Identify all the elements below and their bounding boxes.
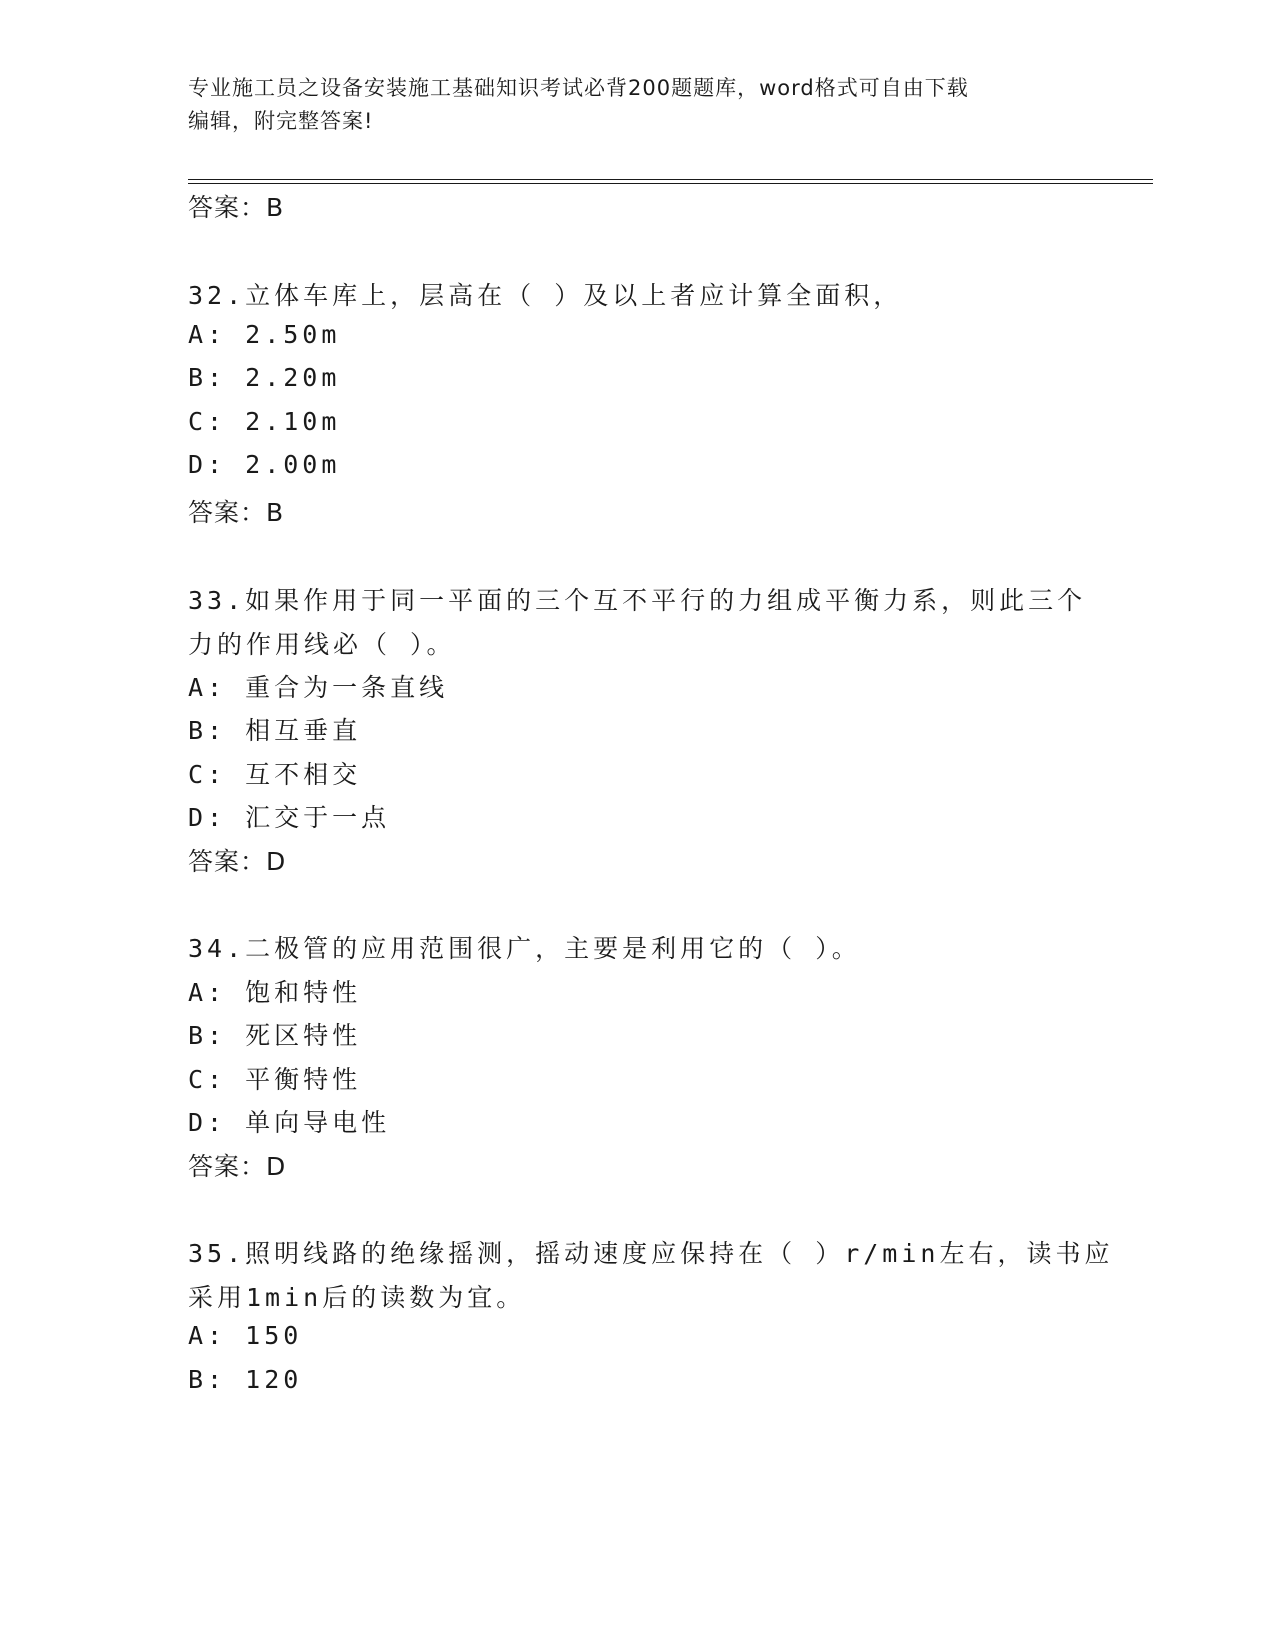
question-33-option-a: A: 重合为一条直线 [188,673,449,702]
question-34-answer: 答案：D [188,1152,287,1181]
question-32-option-c: C: 2.10m [188,407,341,436]
question-32-option-d: D: 2.00m [188,450,341,479]
question-33-option-c: C: 互不相交 [188,760,362,789]
header-divider [188,179,1153,180]
question-34-option-b: B: 死区特性 [188,1021,362,1050]
question-35-stem-line-2: 采用1min后的读数为宜。 [188,1283,526,1312]
question-33-stem-line-2: 力的作用线必（ ）。 [188,630,456,659]
question-33-answer: 答案：D [188,847,287,876]
question-32-answer: 答案：B [188,498,285,527]
previous-answer: 答案：B [188,193,285,222]
document-header [188,72,1088,138]
question-35-option-a: A: 150 [188,1321,303,1350]
question-33-option-b: B: 相互垂直 [188,716,362,745]
question-35-stem-line-1: 35.照明线路的绝缘摇测，摇动速度应保持在（ ）r/min左右，读书应 [188,1239,1114,1268]
header-line-2: 编辑，附完整答案! [188,109,374,133]
question-34-option-a: A: 饱和特性 [188,978,362,1007]
question-34-option-c: C: 平衡特性 [188,1065,362,1094]
header-divider-second [188,183,1153,184]
question-35-option-b: B: 120 [188,1365,303,1394]
question-33-stem-line-1: 33.如果作用于同一平面的三个互不平行的力组成平衡力系，则此三个 [188,586,1087,615]
question-32-option-a: A: 2.50m [188,320,341,349]
question-32-option-b: B: 2.20m [188,363,341,392]
question-34-option-d: D: 单向导电性 [188,1108,391,1137]
header-line-1: 专业施工员之设备安装施工基础知识考试必背200题题库，word格式可自由下载 [188,76,969,100]
question-32-stem: 32.立体车库上，层高在（ ）及以上者应计算全面积， [188,281,903,310]
question-33-option-d: D: 汇交于一点 [188,803,391,832]
question-34-stem: 34.二极管的应用范围很广，主要是利用它的（ ）。 [188,934,861,963]
